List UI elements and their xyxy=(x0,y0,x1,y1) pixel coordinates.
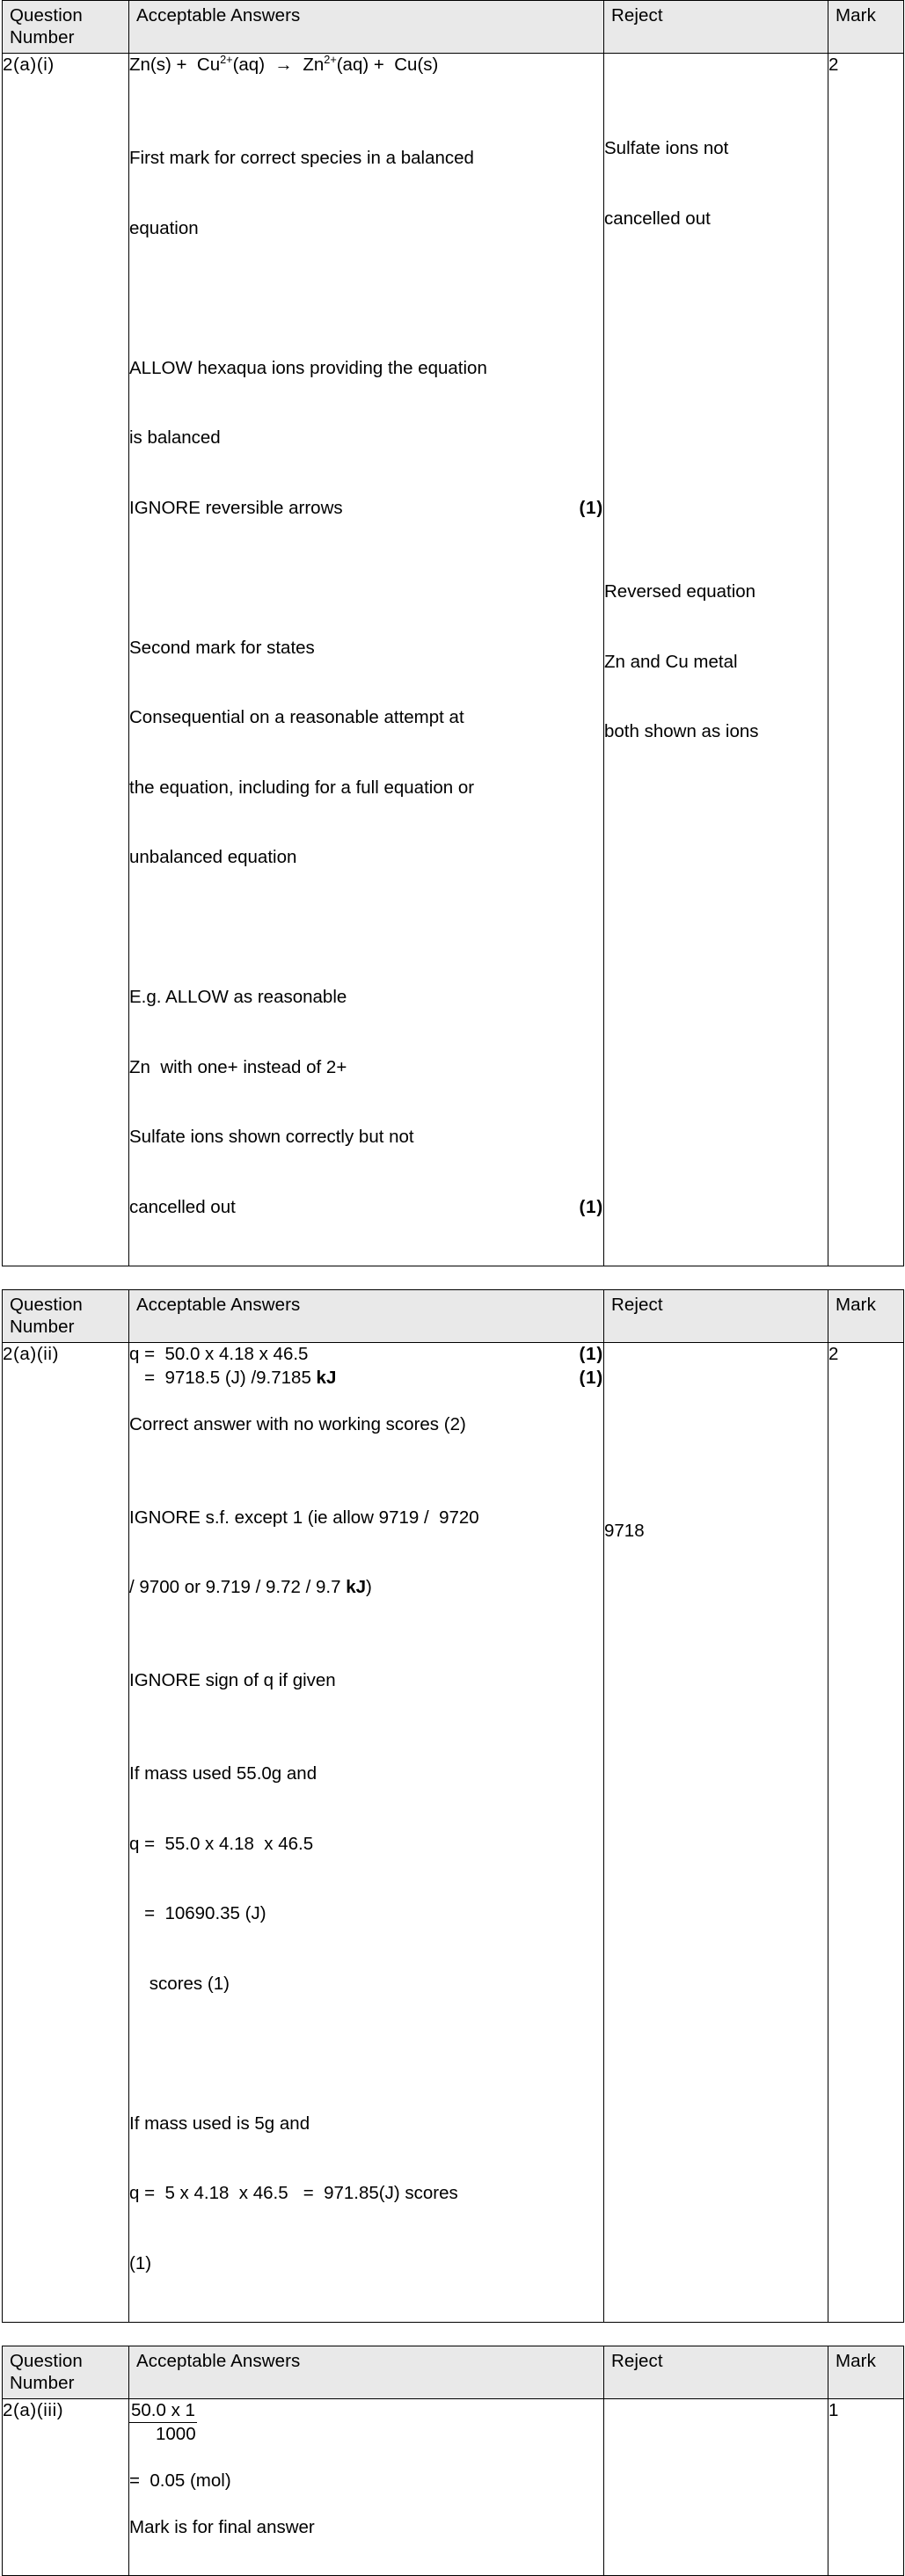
table-header-row xyxy=(3,1,904,54)
mark-cell: 1 xyxy=(828,2399,904,2576)
fraction-numerator: 50.0 x 1 xyxy=(129,2400,197,2423)
answer-block xyxy=(129,125,603,285)
mark-scheme-table-2a-i xyxy=(2,0,904,1266)
answer-line: E.g. ALLOW as reasonable xyxy=(129,987,347,1007)
column-header-mark: Mark xyxy=(828,2346,904,2399)
column-header-acceptable-answers: Acceptable Answers xyxy=(129,1,604,54)
answer-line: q = 5 x 4.18 x 46.5 = 971.85(J) scores xyxy=(129,2183,458,2203)
calculation-line: q = 50.0 x 4.18 x 46.5 (1) xyxy=(129,1343,603,1367)
superscript-charge: 2+ xyxy=(220,53,233,67)
mark-flag: (1) xyxy=(579,1196,603,1217)
answer-line: (1) xyxy=(129,2252,152,2273)
answer-line: ALLOW hexaqua ions providing the equation xyxy=(129,357,487,378)
answer-line: / 9700 or 9.719 / 9.72 / 9.7 kJ) xyxy=(129,1577,372,1597)
reject-block xyxy=(604,1343,828,1590)
mark-cell: 2 xyxy=(828,54,904,1266)
question-number-cell: 2(a)(ii) xyxy=(3,1343,129,2323)
answer-line: If mass used 55.0g and xyxy=(129,1763,317,1784)
blank-line xyxy=(129,916,603,940)
mark-cell: 2 xyxy=(828,1343,904,2323)
answer-line: Correct answer with no working scores (2) xyxy=(129,1413,466,1434)
table-header-row xyxy=(3,1290,904,1343)
answer-line: the equation, including for a full equation or xyxy=(129,777,475,798)
table-gap xyxy=(0,1266,905,1289)
blank-line xyxy=(129,2447,603,2470)
fraction-denominator: 1000 xyxy=(156,2424,196,2444)
answer-line: Zn with one+ instead of 2+ xyxy=(129,1056,347,1077)
answer-line: scores (1) xyxy=(129,1973,230,1994)
answer-line: IGNORE sign of q if given xyxy=(129,1670,336,1690)
answer-block xyxy=(129,334,603,565)
table-row xyxy=(3,2399,904,2576)
column-header-reject: Reject xyxy=(604,1,828,54)
reject-cell xyxy=(604,2399,828,2576)
reject-line: both shown as ions xyxy=(604,721,759,741)
answer-line: is balanced xyxy=(129,427,221,448)
answer-line: = 10690.35 (J) xyxy=(129,1903,266,1923)
unit-kj: kJ xyxy=(346,1577,366,1597)
answer-block xyxy=(129,1484,603,1644)
blank-line xyxy=(129,1646,603,1670)
superscript-charge: 2+ xyxy=(324,53,337,67)
answer-line: = 0.05 (mol) xyxy=(129,2470,231,2491)
answer-line: q = 55.0 x 4.18 x 46.5 xyxy=(129,1833,314,1854)
table-header-row xyxy=(3,2346,904,2399)
question-header-line-1: Question xyxy=(10,1295,83,1315)
column-header-acceptable-answers: Acceptable Answers xyxy=(129,2346,604,2399)
mark-flag: (1) xyxy=(579,1344,603,1364)
table-row xyxy=(3,54,904,1266)
column-header-question-number xyxy=(3,1290,129,1343)
blank-line xyxy=(129,1693,603,1717)
reject-block xyxy=(604,54,828,277)
answer-line: First mark for correct species in a balanced xyxy=(129,148,474,168)
question-header-line-2: Number xyxy=(10,2373,75,2393)
column-header-acceptable-answers: Acceptable Answers xyxy=(129,1290,604,1343)
reject-line: 9718 xyxy=(604,1521,645,1541)
answer-line: If mass used is 5g and xyxy=(129,2113,310,2134)
question-number-cell: 2(a)(i) xyxy=(3,54,129,1266)
answer-block xyxy=(129,964,603,1264)
blank-line xyxy=(129,2493,603,2517)
answer-block xyxy=(129,1740,603,2040)
blank-line xyxy=(129,1390,603,1413)
question-header-line-1: Question xyxy=(10,2351,83,2371)
question-header-line-2: Number xyxy=(10,27,75,47)
mark-flag: (1) xyxy=(579,1367,603,1388)
unit-kj: kJ xyxy=(316,1367,337,1388)
answer-line: equation xyxy=(129,217,199,238)
blank-line xyxy=(129,2042,603,2066)
answer-block xyxy=(129,614,603,914)
acceptable-answers-cell xyxy=(129,2399,604,2576)
question-header-line-2: Number xyxy=(10,1317,75,1337)
answer-line: cancelled out (1) xyxy=(129,1196,603,1220)
answer-block xyxy=(129,2090,603,2320)
reject-line: Sulfate ions not xyxy=(604,138,729,158)
reject-block xyxy=(604,277,828,791)
column-header-reject: Reject xyxy=(604,2346,828,2399)
chemical-equation: $Zn(s) + Cu^{2+}(aq) \to Zn^{2+}(aq) + Cu(s)$ xyxy=(129,53,439,75)
reject-line: Reversed equation xyxy=(604,581,756,602)
answer-line: IGNORE s.f. except 1 (ie allow 9719 / 9720 xyxy=(129,1507,479,1528)
reject-line: Zn and Cu metal xyxy=(604,651,738,672)
mark-scheme-table-2a-ii xyxy=(2,1289,904,2323)
table-gap xyxy=(0,2323,905,2346)
answer-line: Sulfate ions shown correctly but not xyxy=(129,1127,414,1147)
calculation-line: = 9718.5 (J) /9.7185 kJ (1) xyxy=(129,1367,603,1390)
blank-line xyxy=(129,77,603,101)
answer-line: Mark is for final answer xyxy=(129,2517,315,2537)
column-header-reject: Reject xyxy=(604,1290,828,1343)
blank-line xyxy=(129,566,603,590)
answer-line: Second mark for states xyxy=(129,637,315,658)
answer-line: unbalanced equation xyxy=(129,847,297,867)
question-header-line-1: Question xyxy=(10,5,83,26)
mark-flag: (1) xyxy=(579,497,603,518)
blank-line xyxy=(129,1436,603,1460)
column-header-question-number xyxy=(3,1,129,54)
column-header-mark: Mark xyxy=(828,1,904,54)
fraction xyxy=(129,2399,603,2423)
acceptable-answers-cell xyxy=(129,54,604,1266)
column-header-mark: Mark xyxy=(828,1290,904,1343)
answer-line: IGNORE reversible arrows (1) xyxy=(129,497,603,521)
acceptable-answers-cell xyxy=(129,1343,604,2323)
reject-cell xyxy=(604,1343,828,2323)
mark-scheme-table-2a-iii xyxy=(2,2346,904,2576)
answer-line: Consequential on a reasonable attempt at xyxy=(129,707,464,727)
blank-line xyxy=(129,287,603,310)
reject-cell xyxy=(604,54,828,1266)
reject-line: cancelled out xyxy=(604,208,711,229)
question-number-cell: 2(a)(iii) xyxy=(3,2399,129,2576)
column-header-question-number xyxy=(3,2346,129,2399)
table-row xyxy=(3,1343,904,2323)
